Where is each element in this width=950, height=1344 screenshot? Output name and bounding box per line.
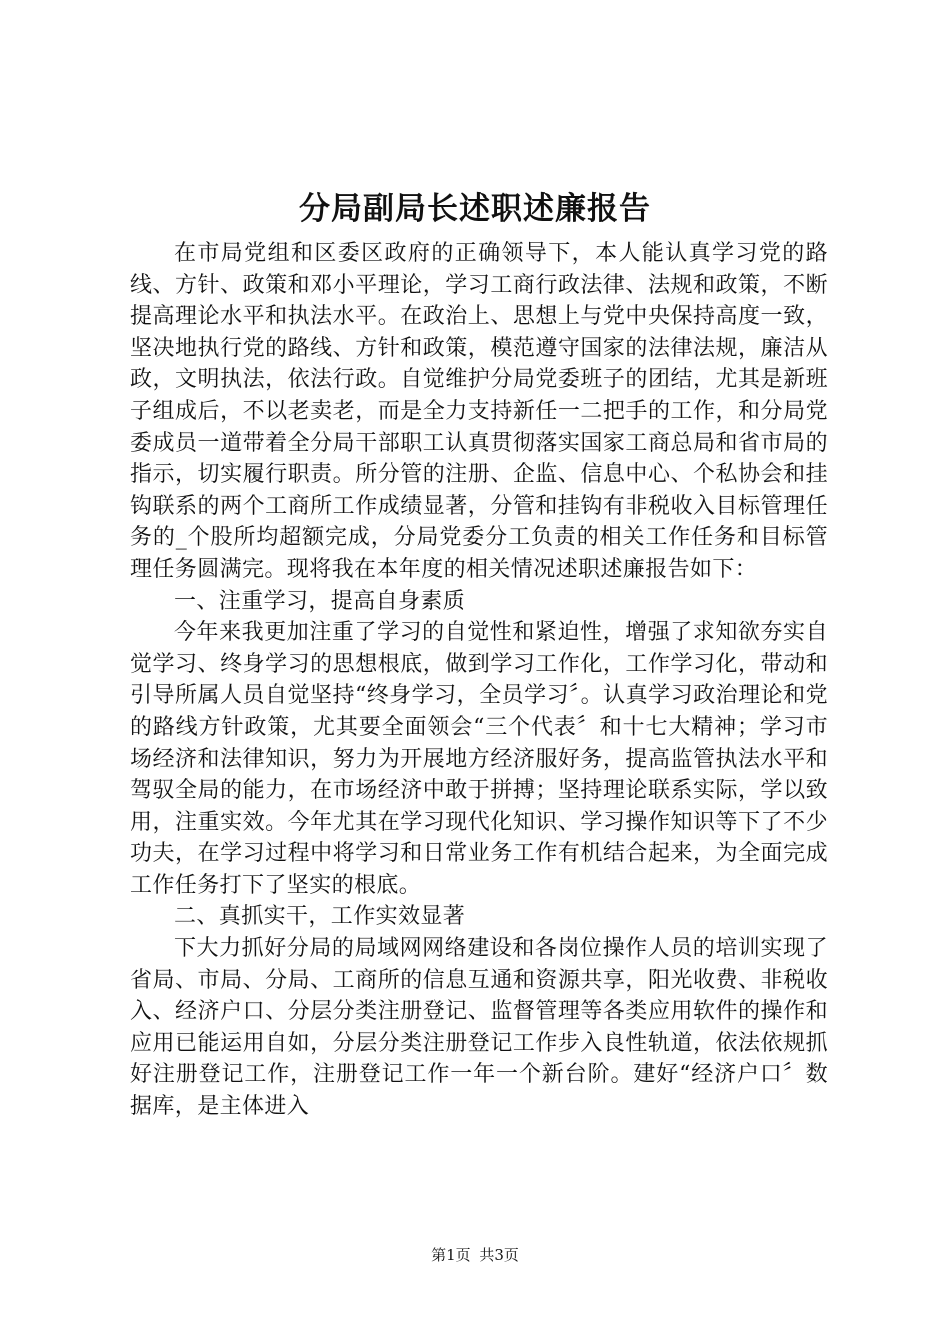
paragraph-study: 今年来我更加注重了学习的自觉性和紧迫性，增强了求知欲夯实自觉学习、终身学习的思想根底，做到学习工作化，工作学习化，带动和引导所属人员自觉坚持“终身学习，全员学习〞。认真学习政治理论和党的路线方针政策，尤其要全面领会“三个代表〞和十七大精神；学习市场经济和法律知识，努力为开展地方经济服好务，提高监管执法水平和驾驭全局的能力，在市场经济中敢于拼搏；坚持理论联系实际，学以致用，注重实效。今年尤其在学习现代化知识、学习操作知识等下了不少功夫，在学习过程中将学习和日常业务工作有机结合起来，为全面完成工作任务打下了坚实的根底。	[130, 620, 828, 898]
paragraph-intro: 在市局党组和区委区政府的正确领导下，本人能认真学习党的路线、方针、政策和邓小平理论，学习工商行政法律、法规和政策，不断提高理论水平和执法水平。在政治上、思想上与党中央保持高度一致，坚决地执行党的路线、方针和政策，模范遵守国家的法律法规，廉洁从政，文明执法，依法行政。自觉维护分局党委班子的团结，尤其是新班子组成后，不以老卖老，而是全力支持新任一二把手的工作，和分局党委成员一道带着全分局干部职工认真贯彻落实国家工商总局和省市局的指示，切实履行职责。所分管的注册、企监、信息中心、个私协会和挂钩联系的两个工商所工作成绩显著，分管和挂钩有非税收入目标管理任务的_个股所均超额完成，分局党委分工负责的相关工作任务和目标管理任务圆满完。现将我在本年度的相关情况述职述廉报告如下：	[130, 241, 828, 582]
document-title: 分局副局长述职述廉报告	[299, 191, 651, 227]
page-footer	[0, 1245, 950, 1265]
page-number: 第1页	[431, 1246, 471, 1264]
paragraph-work: 下大力抓好分局的局域网网络建设和各岗位操作人员的培训实现了省局、市局、分局、工商所的信息互通和资源共享，阳光收费、非税收入、经济户口、分层分类注册登记、监督管理等各类应用软件的操作和应用已能运用自如，分层分类注册登记工作步入良性轨道，依法依规抓好注册登记工作，注册登记工作一年一个新台阶。建好“经济户口〞数据库，是主体进入	[130, 936, 828, 1120]
page-total: 共3页	[479, 1246, 519, 1264]
section-heading-1: 一、注重学习，提高自身素质	[174, 588, 466, 614]
section-heading-2: 二、真抓实干，工作实效显著	[174, 904, 466, 930]
document-body	[130, 238, 828, 1123]
